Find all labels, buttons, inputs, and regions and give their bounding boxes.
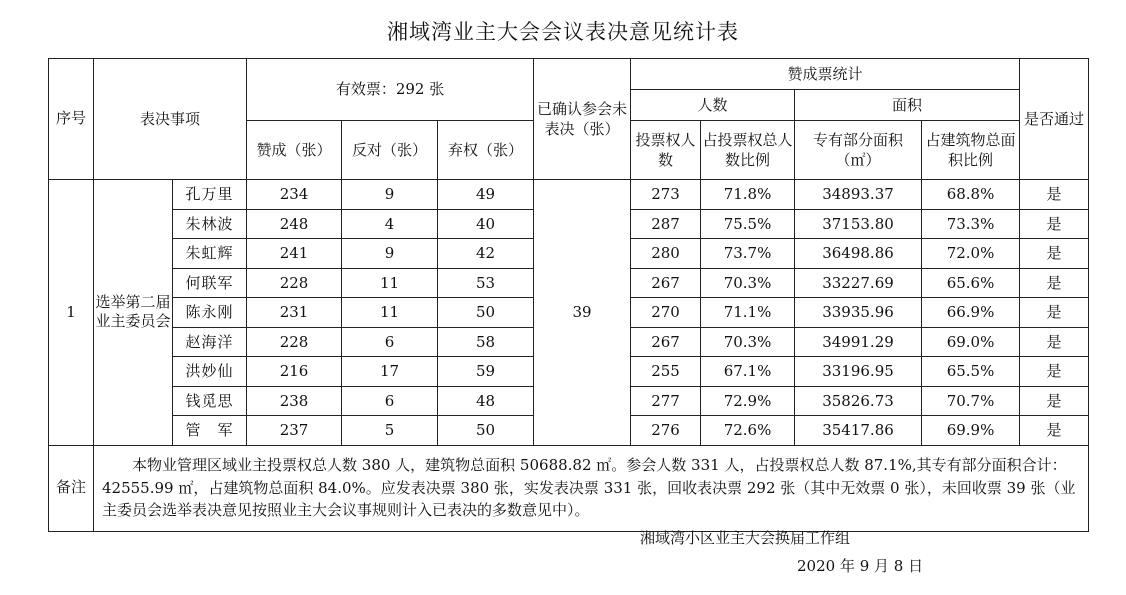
voter-count: 280 [631, 239, 701, 269]
oppose-count: 6 [342, 386, 438, 416]
abstain-count: 50 [438, 298, 534, 328]
voter-ratio: 72.6% [701, 416, 795, 446]
notes-label: 备注 [49, 445, 94, 531]
pass-status: 是 [1020, 327, 1089, 357]
area-ratio: 73.3% [922, 209, 1020, 239]
exclusive-area: 33935.96 [795, 298, 922, 328]
abstain-count: 48 [438, 386, 534, 416]
candidate-name: 朱林波 [173, 209, 247, 239]
header-oppose: 反对（张） [342, 121, 438, 180]
oppose-count: 11 [342, 298, 438, 328]
voter-count: 287 [631, 209, 701, 239]
area-ratio: 68.8% [922, 180, 1020, 210]
oppose-count: 11 [342, 268, 438, 298]
voter-count: 273 [631, 180, 701, 210]
exclusive-area: 34893.37 [795, 180, 922, 210]
pass-status: 是 [1020, 180, 1089, 210]
voter-ratio: 67.1% [701, 357, 795, 387]
item-matter: 选举第二届业主委员会 [94, 180, 173, 446]
voter-count: 276 [631, 416, 701, 446]
pass-status: 是 [1020, 357, 1089, 387]
area-ratio: 65.5% [922, 357, 1020, 387]
candidate-name: 何联军 [173, 268, 247, 298]
area-ratio: 70.7% [922, 386, 1020, 416]
header-pass: 是否通过 [1020, 59, 1089, 180]
exclusive-area: 35826.73 [795, 386, 922, 416]
approve-count: 228 [247, 268, 342, 298]
voter-ratio: 70.3% [701, 327, 795, 357]
header-approve: 赞成（张） [247, 121, 342, 180]
header-approval-stats: 赞成票统计 [631, 59, 1020, 90]
item-seq: 1 [49, 180, 94, 446]
candidate-name: 朱虹辉 [173, 239, 247, 269]
abstain-count: 53 [438, 268, 534, 298]
approve-count: 248 [247, 209, 342, 239]
header-voter-ratio: 占投票权总人数比例 [701, 121, 795, 180]
candidate-name: 洪妙仙 [173, 357, 247, 387]
exclusive-area: 34991.29 [795, 327, 922, 357]
exclusive-area: 36498.86 [795, 239, 922, 269]
candidate-name: 赵海洋 [173, 327, 247, 357]
approve-count: 228 [247, 327, 342, 357]
header-valid-votes: 有效票：292 张 [247, 59, 534, 121]
candidate-name: 钱觅思 [173, 386, 247, 416]
pass-status: 是 [1020, 416, 1089, 446]
voter-count: 270 [631, 298, 701, 328]
oppose-count: 17 [342, 357, 438, 387]
voter-count: 277 [631, 386, 701, 416]
oppose-count: 9 [342, 239, 438, 269]
voter-count: 267 [631, 327, 701, 357]
oppose-count: 6 [342, 327, 438, 357]
area-ratio: 72.0% [922, 239, 1020, 269]
oppose-count: 5 [342, 416, 438, 446]
abstain-count: 49 [438, 180, 534, 210]
approve-count: 238 [247, 386, 342, 416]
approve-count: 241 [247, 239, 342, 269]
exclusive-area: 33196.95 [795, 357, 922, 387]
abstain-count: 58 [438, 327, 534, 357]
area-ratio: 66.9% [922, 298, 1020, 328]
oppose-count: 4 [342, 209, 438, 239]
confirmed-not-voted: 39 [534, 180, 631, 446]
approve-count: 234 [247, 180, 342, 210]
header-abstain: 弃权（张） [438, 121, 534, 180]
table-row [49, 180, 1089, 210]
exclusive-area: 35417.86 [795, 416, 922, 446]
oppose-count: 9 [342, 180, 438, 210]
pass-status: 是 [1020, 239, 1089, 269]
approve-count: 237 [247, 416, 342, 446]
abstain-count: 59 [438, 357, 534, 387]
header-area: 面积 [795, 90, 1020, 121]
footer-organization: 湘域湾小区业主大会换届工作组 [640, 529, 851, 547]
abstain-count: 40 [438, 209, 534, 239]
page-title: 湘域湾业主大会会议表决意见统计表 [387, 20, 739, 44]
header-exclusive-area: 专有部分面积（㎡） [795, 121, 922, 180]
voter-ratio: 72.9% [701, 386, 795, 416]
candidate-name: 孔万里 [173, 180, 247, 210]
header-building-ratio: 占建筑物总面积比例 [922, 121, 1020, 180]
header-matter: 表决事项 [94, 59, 247, 180]
abstain-count: 42 [438, 239, 534, 269]
vote-statistics-table [48, 58, 1089, 532]
voter-ratio: 70.3% [701, 268, 795, 298]
exclusive-area: 33227.69 [795, 268, 922, 298]
approve-count: 216 [247, 357, 342, 387]
voter-count: 255 [631, 357, 701, 387]
footer-date: 2020 年 9 月 8 日 [797, 557, 924, 575]
voter-ratio: 75.5% [701, 209, 795, 239]
voter-ratio: 73.7% [701, 239, 795, 269]
exclusive-area: 37153.80 [795, 209, 922, 239]
header-voter-count: 投票权人数 [631, 121, 701, 180]
candidate-name: 管 军 [173, 416, 247, 446]
voter-count: 267 [631, 268, 701, 298]
voter-ratio: 71.1% [701, 298, 795, 328]
header-seq: 序号 [49, 59, 94, 180]
notes-text: 本物业管理区域业主投票权总人数 380 人，建筑物总面积 50688.82 ㎡。参会人数 331 人，占投票权总人数 87.1%,其专有部分面积合计：42555.99 ㎡，占建筑物总面积 84.0%。应发表决票 380 张，实发表决票 331 张，回收表决票 292 张（其中无效票 0 张），未回收票 39 张（业主委员会选举表决意见按照业主大会议事规则计入已表决的多数意见中）。 [94, 445, 1089, 531]
approve-count: 231 [247, 298, 342, 328]
pass-status: 是 [1020, 209, 1089, 239]
pass-status: 是 [1020, 386, 1089, 416]
area-ratio: 69.9% [922, 416, 1020, 446]
candidate-name: 陈永刚 [173, 298, 247, 328]
header-people: 人数 [631, 90, 795, 121]
area-ratio: 65.6% [922, 268, 1020, 298]
pass-status: 是 [1020, 268, 1089, 298]
voter-ratio: 71.8% [701, 180, 795, 210]
pass-status: 是 [1020, 298, 1089, 328]
area-ratio: 69.0% [922, 327, 1020, 357]
header-confirmed-not-voted: 已确认参会未表决（张） [534, 59, 631, 180]
abstain-count: 50 [438, 416, 534, 446]
notes-row [49, 445, 1089, 531]
